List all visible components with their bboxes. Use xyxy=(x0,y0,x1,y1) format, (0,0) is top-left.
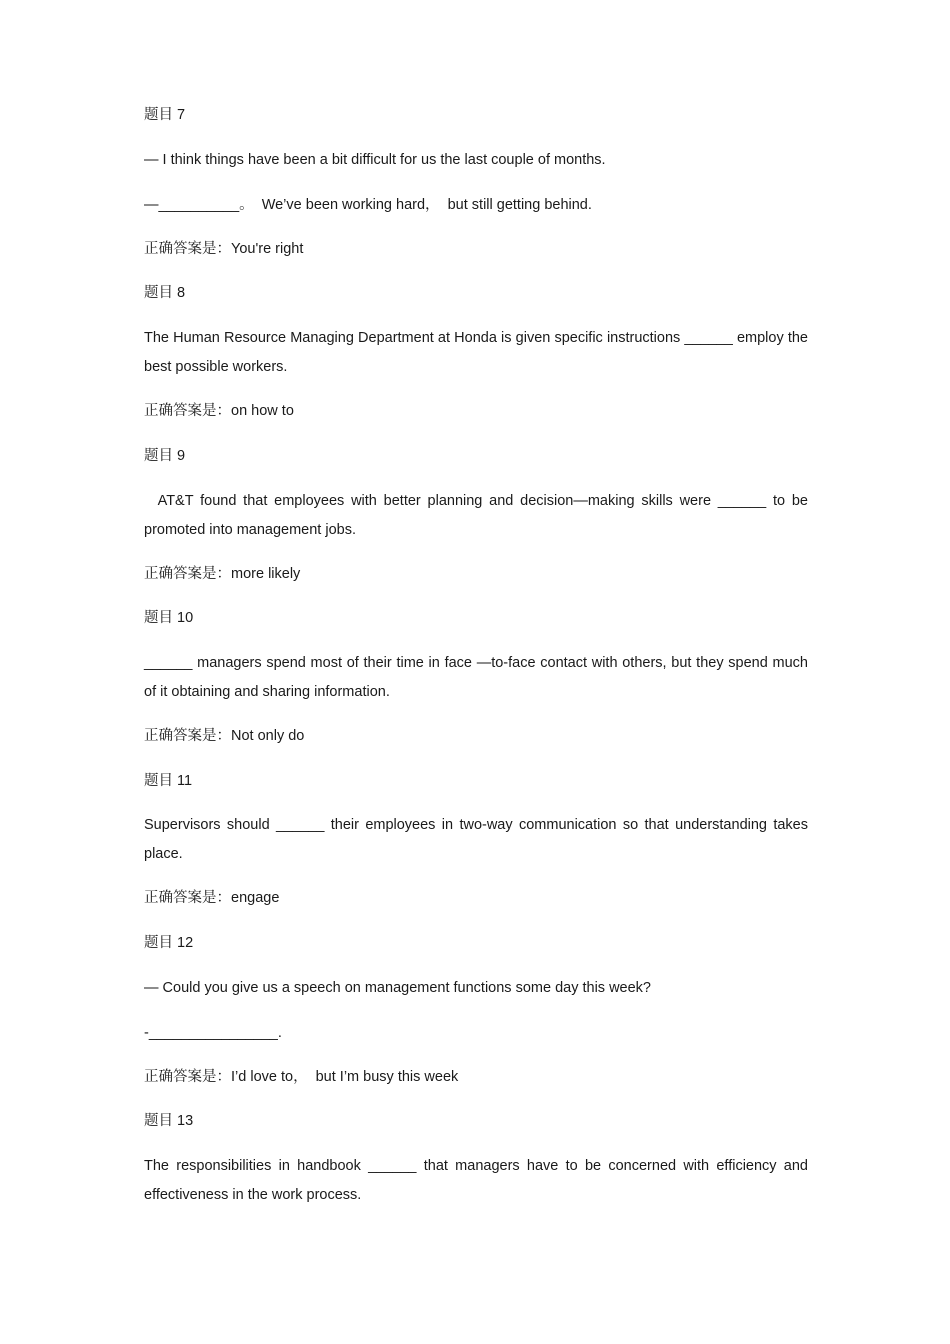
question-13-prompt: The responsibilities in handbook ______ that managers have to be concerned with efficiency and effectiveness in the work process. xyxy=(144,1158,813,1203)
question-8-heading: 题目 8 xyxy=(144,285,186,301)
question-7-prompt: — I think things have been a bit difficult for us the last couple of months. xyxy=(144,152,606,168)
question-13-heading: 题目 13 xyxy=(144,1113,194,1129)
question-10-prompt: ______ managers spend most of their time in face —to-face contact with others, but they spend much of it obtaining and sharing information. xyxy=(144,655,813,700)
question-11-heading: 题目 11 xyxy=(144,773,193,789)
question-7-blank: —__________。 We’ve been working hard， but still getting behind. xyxy=(144,197,592,213)
question-12-answer: 正确答案是：I’d love to， but I’m busy this week xyxy=(144,1069,459,1085)
question-11-prompt: Supervisors should ______ their employees in two-way communication so that understanding takes place. xyxy=(144,817,813,862)
question-8-answer: 正确答案是：on how to xyxy=(144,403,294,419)
question-12-heading: 题目 12 xyxy=(144,935,194,951)
question-12-prompt: — Could you give us a speech on management functions some day this week? xyxy=(144,980,651,996)
question-9-answer: 正确答案是：more likely xyxy=(144,566,301,582)
question-9-heading: 题目 9 xyxy=(144,448,186,464)
question-10-heading: 题目 10 xyxy=(144,610,194,626)
question-12-blank: -________________. xyxy=(144,1025,282,1041)
question-8-prompt: The Human Resource Managing Department at Honda is given specific instructions ______ employ the best possible workers. xyxy=(144,330,813,375)
question-10-answer: 正确答案是：Not only do xyxy=(144,728,305,744)
question-7-heading: 题目 7 xyxy=(144,107,186,123)
question-11-answer: 正确答案是：engage xyxy=(144,890,280,906)
question-7-answer: 正确答案是：You're right xyxy=(144,241,304,257)
question-9-prompt: AT&T found that employees with better planning and decision—making skills were ______ to be promoted into management jobs. xyxy=(144,493,813,538)
